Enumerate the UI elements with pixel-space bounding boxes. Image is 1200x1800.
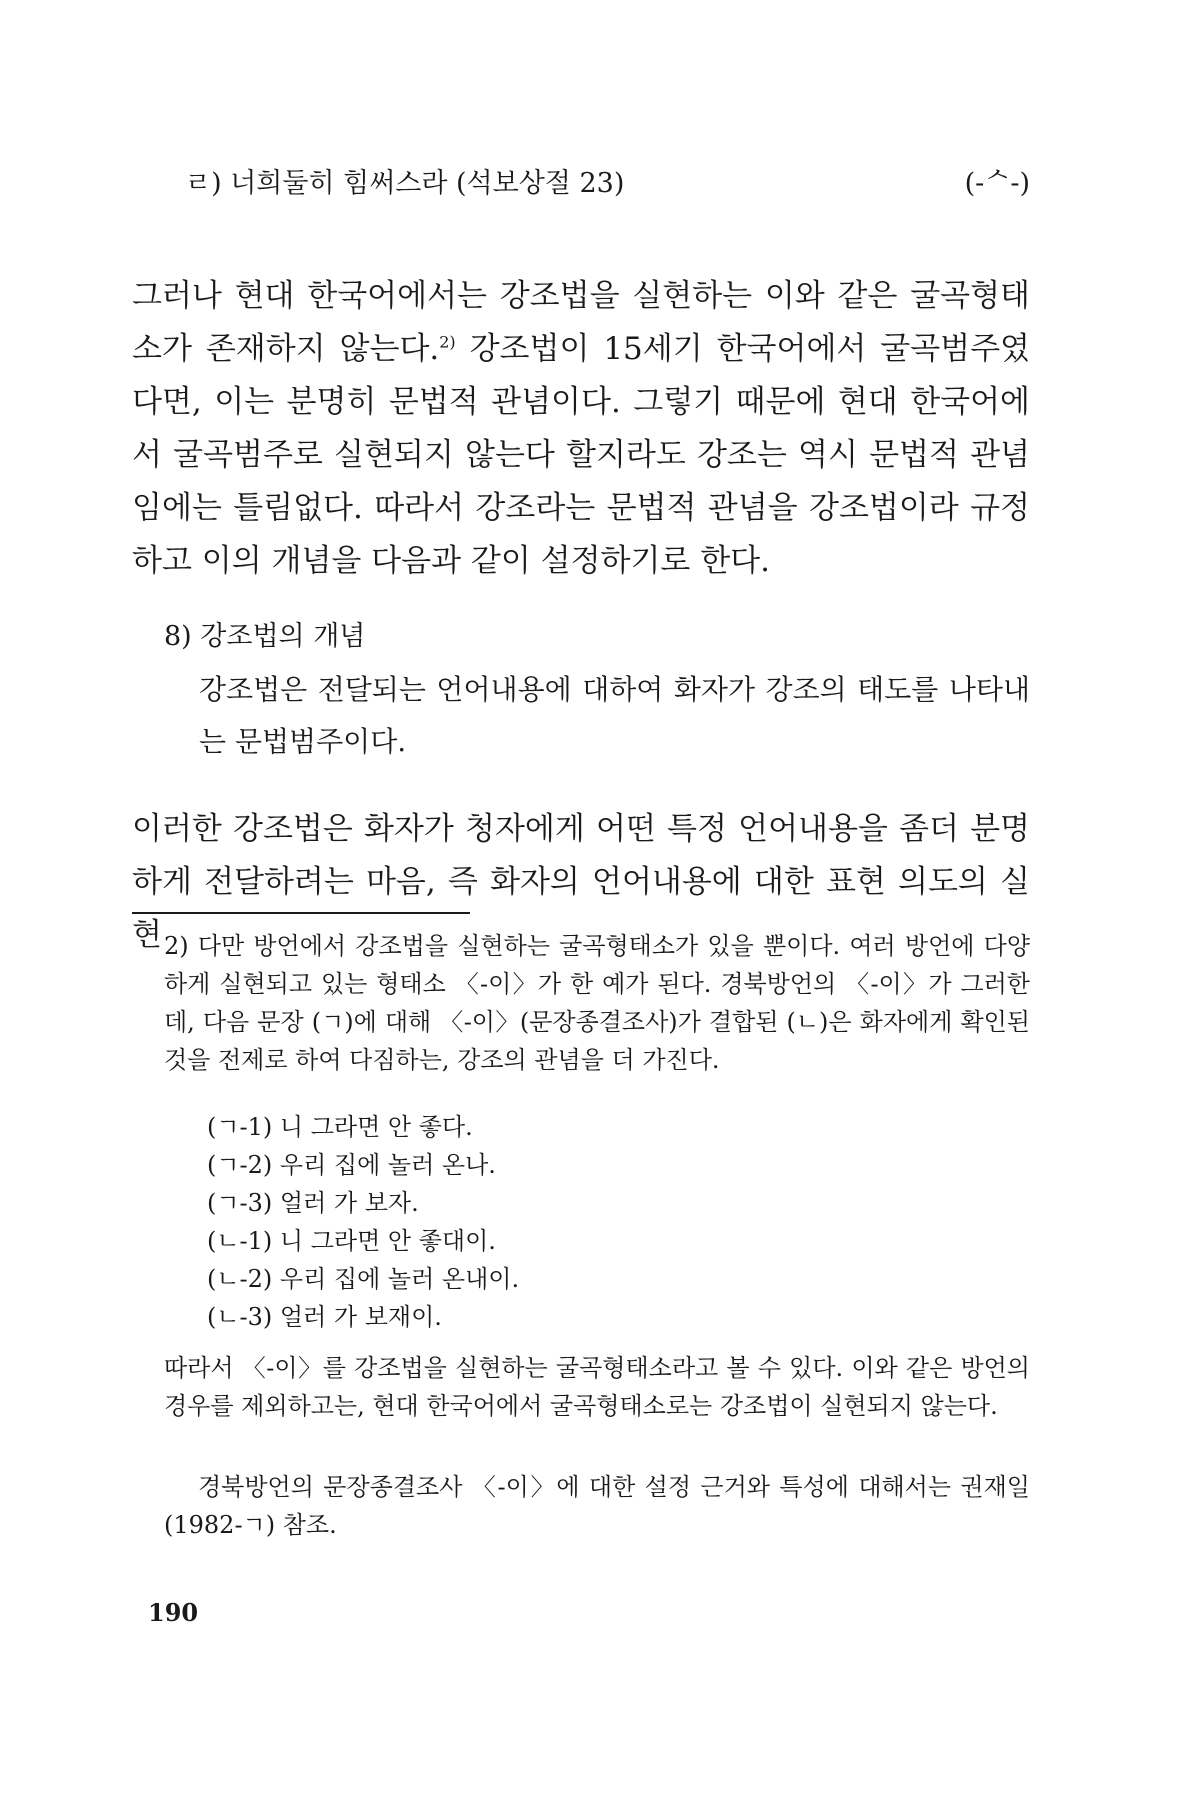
body-paragraph-1 — [132, 270, 1030, 588]
page-number: 190 — [148, 1598, 199, 1627]
example-sentence — [185, 166, 1030, 202]
example-morpheme-tag: (-ᄉ-) — [964, 168, 1030, 199]
footnote-example: (ㄱ-2) 우리 집에 놀러 온나. — [207, 1151, 496, 1179]
footnote-example: (ㄱ-1) 니 그라면 안 좋다. — [207, 1113, 473, 1141]
footnote-reference: 경북방언의 문장종결조사 〈-이〉에 대한 설정 근거와 특성에 대해서는 권재일(1982-ㄱ) 참조. — [164, 1473, 1030, 1539]
definition-text: 강조법은 전달되는 언어내용에 대하여 화자가 강조의 태도를 나타내는 문법범주이다. — [199, 673, 1030, 758]
footnote-example: (ㄴ-2) 우리 집에 놀러 온내이. — [207, 1265, 520, 1293]
paragraph-1-text-a: 그러나 현대 한국어에서는 강조법을 실현하는 이와 같은 굴곡형태소가 존재하지 않는다. — [132, 278, 1030, 367]
body-paragraph-2: 이러한 강조법은 화자가 청자에게 어떤 특정 언어내용을 좀더 분명하게 전달하려는 마음, 즉 화자의 언어내용에 대한 표현 의도의 실현 — [132, 811, 1030, 953]
paragraph-1-text-b: 강조법이 15세기 한국어에서 굴곡범주였다면, 이는 분명히 문법적 관념이다. 그렇기 때문에 현대 한국어에서 굴곡범주로 실현되지 않는다 할지라도 강조는 역시 문법적 관념임에는 틀림없다. 따라서 강조라는 문법적 관념을 강조법이라 규정하고 이의 개념을 다음과 같이 설정하기로 한다. — [132, 331, 1031, 579]
example-sentence-text: ㄹ) 너희둘히 힘써스라 (석보상절 23) — [185, 168, 625, 199]
footnote-divider — [132, 912, 470, 914]
footnote-text: 2) 다만 방언에서 강조법을 실현하는 굴곡형태소가 있을 뿐이다. 여러 방언에 다양하게 실현되고 있는 형태소 〈-이〉가 한 예가 된다. 경북방언의 〈-이〉가 그러한데, 다음 문장 (ㄱ)에 대해 〈-이〉(문장종결조사)가 결합된 (ㄴ)은 화자에게 확인된 것을 전제로 하여 다짐하는, 강조의 관념을 더 가진다. — [164, 932, 1030, 1074]
footnote-marker: 2) — [439, 332, 456, 352]
footnote-example: (ㄴ-1) 니 그라면 안 좋대이. — [207, 1227, 496, 1255]
footnote-example: (ㄴ-3) 얼러 가 보재이. — [207, 1303, 442, 1331]
definition-heading: 8) 강조법의 개념 — [164, 621, 366, 652]
footnote-example: (ㄱ-3) 얼러 가 보자. — [207, 1189, 419, 1217]
footnote-conclusion: 따라서 〈-이〉를 강조법을 실현하는 굴곡형태소라고 볼 수 있다. 이와 같은 방언의 경우를 제외하고는, 현대 한국어에서 굴곡형태소로는 강조법이 실현되지 않는다. — [164, 1354, 1030, 1420]
